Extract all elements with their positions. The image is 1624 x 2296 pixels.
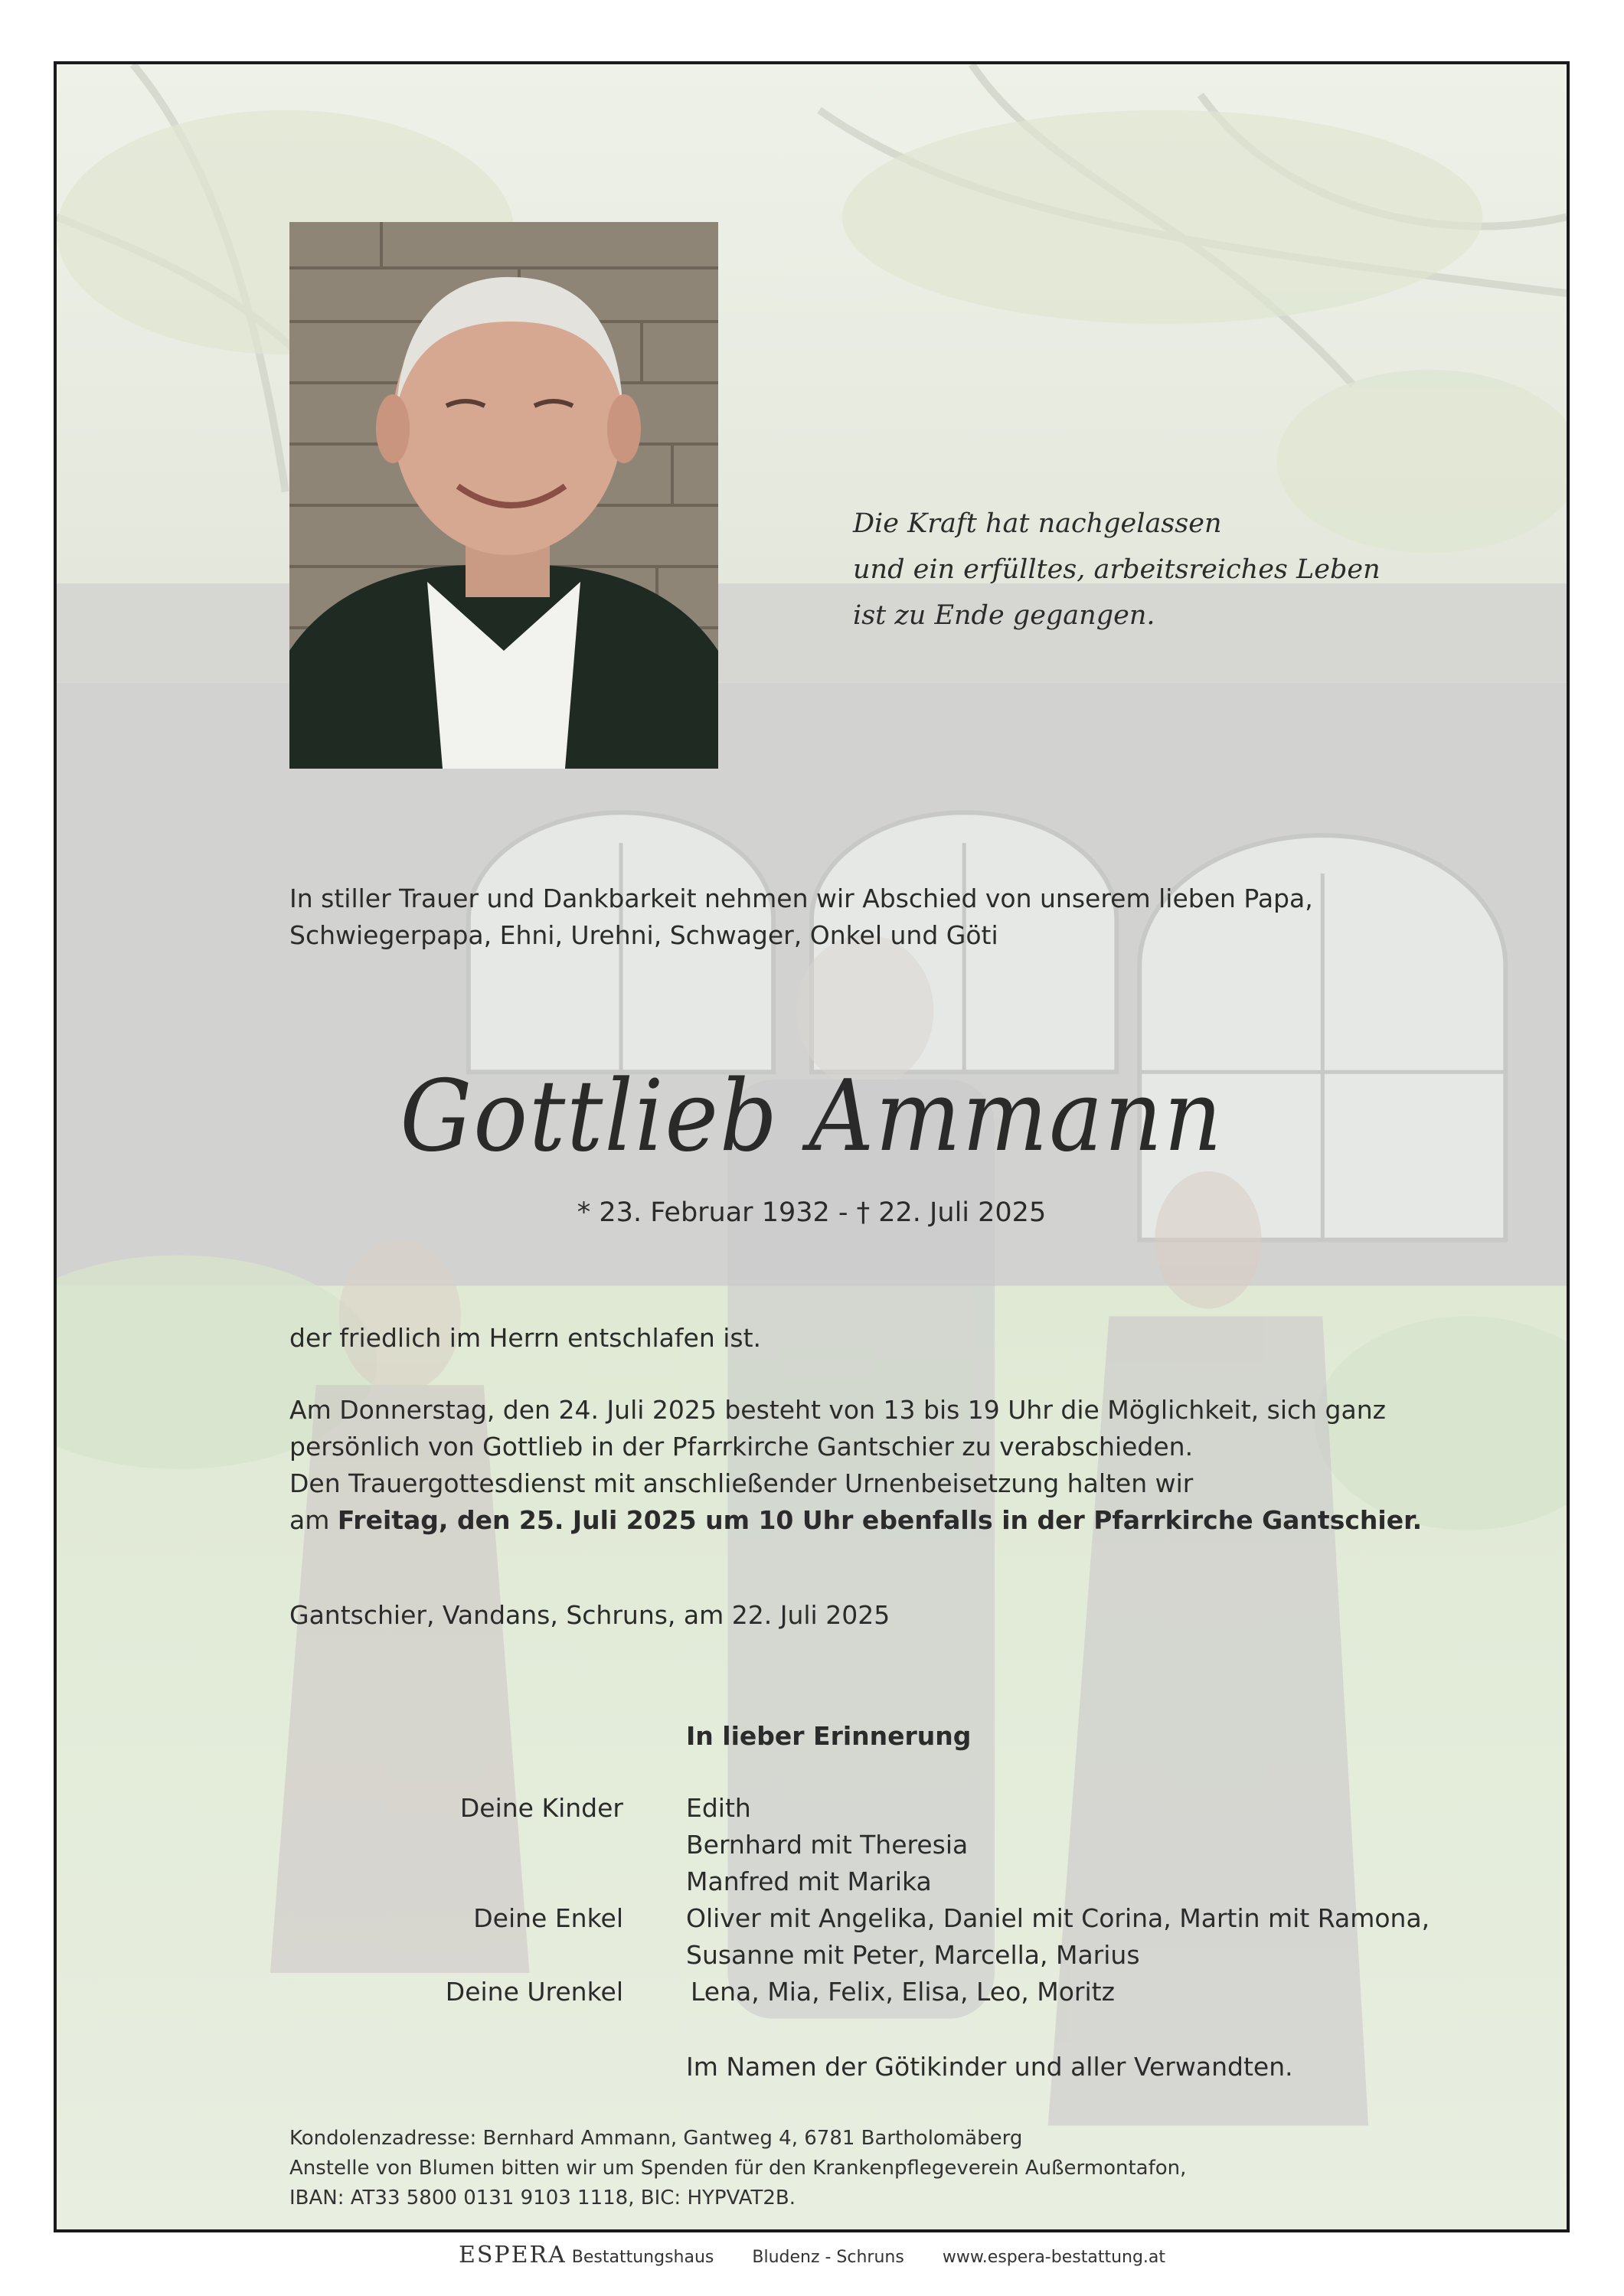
godchildren-line: Im Namen der Götikinder und aller Verwandten. <box>686 2052 1293 2082</box>
quote-line: Die Kraft hat nachgelassen <box>853 508 1222 539</box>
quote-line: ist zu Ende gegangen. <box>853 600 1155 631</box>
child-name: Edith <box>686 1793 751 1823</box>
passed-text: der friedlich im Herrn entschlafen ist. <box>289 1323 762 1353</box>
quote-line: und ein erfülltes, arbeitsreiches Leben <box>853 554 1381 585</box>
grandchildren-list <box>686 1900 1430 1974</box>
deceased-name: Gottlieb Ammann <box>400 1060 1224 1174</box>
service-prefix: am <box>289 1505 338 1535</box>
brand-name: ESPERA <box>458 2242 567 2268</box>
portrait-photo <box>289 222 718 769</box>
memory-heading: In lieber Erinnerung <box>686 1721 972 1751</box>
grandchildren-label: Deine Enkel <box>473 1903 623 1933</box>
grandchildren-line: Susanne mit Peter, Marcella, Marius <box>686 1940 1140 1970</box>
greatgrandchildren-line: Lena, Mia, Felix, Elisa, Leo, Moritz <box>691 1977 1115 2007</box>
service-date-bold: Freitag, den 25. Juli 2025 um 10 Uhr ebenfalls in der Pfarrkirche Gantschier. <box>337 1505 1423 1535</box>
child-name: Bernhard mit Theresia <box>686 1830 969 1860</box>
service-line: Den Trauergottesdienst mit anschließender Urnenbeisetzung halten wir <box>289 1468 1194 1498</box>
grandchildren-line: Oliver mit Angelika, Daniel mit Corina, Martin mit Ramona, <box>686 1903 1430 1933</box>
place-date: Gantschier, Vandans, Schruns, am 22. Juli 2025 <box>289 1600 890 1630</box>
condolence-line: Anstelle von Blumen bitten wir um Spenden für den Krankenpflegeverein Außermontafon, <box>289 2157 1187 2180</box>
intro-line: In stiller Trauer und Dankbarkeit nehmen wir Abschied von unserem lieben Papa, <box>289 883 1313 913</box>
intro-text <box>289 880 1313 954</box>
child-name: Manfred mit Marika <box>686 1867 932 1896</box>
life-dates: * 23. Februar 1932 - † 22. Juli 2025 <box>577 1197 1047 1228</box>
service-line: Am Donnerstag, den 24. Juli 2025 besteht von 13 bis 19 Uhr die Möglichkeit, sich ganz <box>289 1395 1386 1425</box>
children-list <box>686 1790 968 1900</box>
brand-locations: Bludenz - Schruns <box>752 2248 904 2267</box>
service-line: persönlich von Gottlieb in der Pfarrkirche Gantschier zu verabschieden. <box>289 1432 1194 1462</box>
brand-subtitle: Bestattungshaus <box>571 2248 714 2267</box>
condolence-line: IBAN: AT33 5800 0131 9103 1118, BIC: HYPVAT2B. <box>289 2187 796 2209</box>
card-frame <box>54 61 1570 2232</box>
condolence-info <box>289 2124 1186 2213</box>
service-line <box>289 1502 1422 1539</box>
brand-website[interactable]: www.espera-bestattung.at <box>942 2248 1166 2267</box>
children-label: Deine Kinder <box>459 1793 623 1823</box>
funeral-home-brand <box>0 2242 1624 2268</box>
service-info <box>289 1392 1422 1539</box>
greatgrandchildren-list <box>691 1974 1115 2010</box>
intro-line: Schwiegerpapa, Ehni, Urehni, Schwager, Onkel und Göti <box>289 920 998 950</box>
condolence-line: Kondolenzadresse: Bernhard Ammann, Gantweg 4, 6781 Bartholomäberg <box>289 2127 1023 2150</box>
greatgrandchildren-label: Deine Urenkel <box>445 1977 623 2007</box>
quote <box>853 501 1381 639</box>
